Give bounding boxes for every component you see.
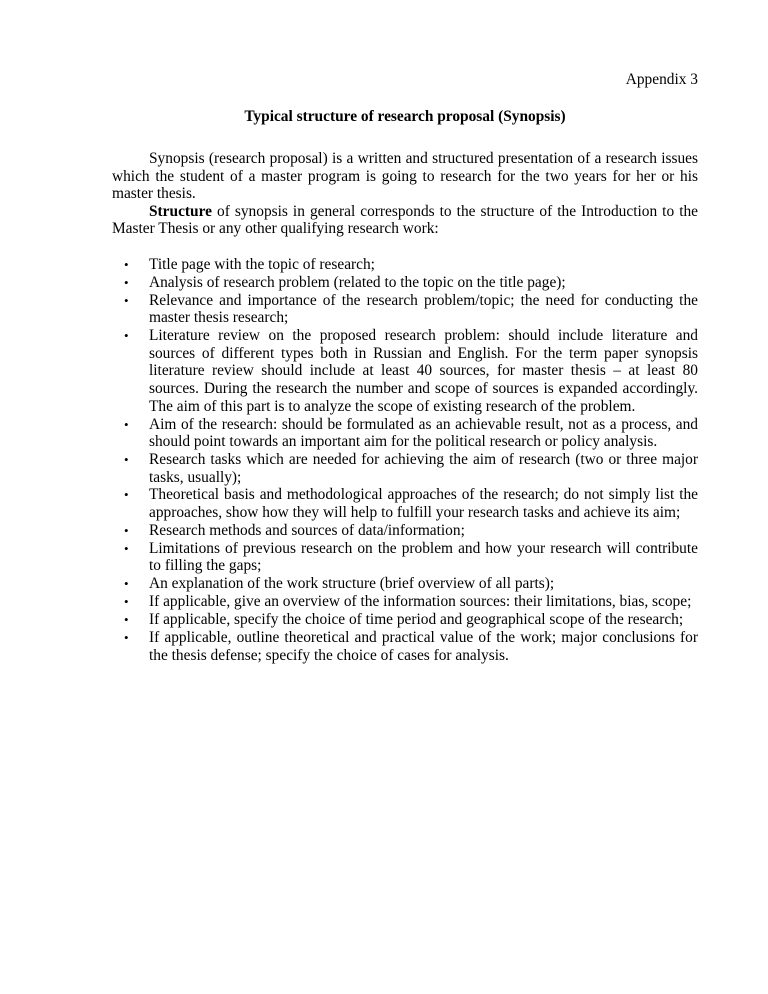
list-item-text: Limitations of previous research on the problem and how your research will contribute to filling the gaps;: [149, 539, 698, 575]
list-item-text: If applicable, give an overview of the information sources: their limitations, bias, scope;: [149, 593, 692, 611]
bullet-icon: •: [124, 487, 129, 503]
list-item-text: Title page with the topic of research;: [149, 255, 375, 273]
list-item: [112, 522, 698, 540]
list-item: [112, 256, 698, 274]
list-item: [112, 327, 698, 415]
structure-keyword: Structure: [149, 202, 212, 220]
list-item-text: If applicable, outline theoretical and practical value of the work; major conclusions for the thesis defense; specify the choice of cases for analysis.: [149, 629, 698, 664]
list-item: [112, 416, 698, 451]
list-item: [112, 611, 698, 629]
list-item: [112, 274, 698, 292]
bullet-icon: •: [124, 451, 129, 467]
bullet-icon: •: [124, 522, 129, 538]
list-item-text: Research tasks which are needed for achieving the aim of research (two or three major tasks, usually);: [149, 450, 698, 486]
list-item-text: Analysis of research problem (related to the topic on the title page);: [149, 273, 566, 291]
bullet-icon: •: [124, 274, 129, 290]
bullet-icon: •: [124, 612, 129, 628]
list-item: [112, 629, 698, 664]
bullet-icon: •: [124, 576, 129, 592]
structure-paragraph: [112, 203, 698, 238]
list-item-text: Theoretical basis and methodological approaches of the research; do not simply list the approaches, show how they will help to fulfill your research tasks and achieve its aim;: [149, 486, 698, 522]
intro-paragraph: Synopsis (research proposal) is a written and structured presentation of a research issues which the student of a master program is going to research for the two years for her or his master thesis.: [112, 150, 698, 203]
structure-text: of synopsis in general corresponds to the structure of the Introduction to the Master Thesis or any other qualifying research work:: [112, 202, 698, 238]
list-item: [112, 451, 698, 486]
structure-list: [112, 256, 698, 664]
bullet-icon: •: [124, 594, 129, 610]
bullet-icon: •: [124, 292, 129, 308]
list-item: [112, 540, 698, 575]
list-item-text: Research methods and sources of data/information;: [149, 521, 465, 539]
list-item-text: If applicable, specify the choice of time period and geographical scope of the research;: [149, 611, 684, 629]
bullet-icon: •: [124, 630, 129, 645]
list-item: [112, 486, 698, 521]
bullet-icon: •: [124, 328, 129, 344]
document-body: [112, 150, 698, 664]
list-item: [112, 575, 698, 593]
list-item: [112, 292, 698, 327]
bullet-icon: •: [124, 540, 129, 556]
list-item-text: Literature review on the proposed research problem: should include literature and sources of different types both in Russian and English. For the term paper synopsis literature review should include at least 40 sources, for master thesis – at least 80 sources. During the research the number and scope of sources is expanded accordingly. The aim of this part is to analyze the scope of existing research of the problem.: [149, 327, 698, 415]
list-item-text: An explanation of the work structure (brief overview of all parts);: [149, 575, 555, 593]
appendix-label: Appendix 3: [625, 71, 698, 88]
bullet-icon: •: [124, 416, 129, 432]
list-item-text: Aim of the research: should be formulated as an achievable result, not as a process, and should point towards an important aim for the political research or policy analysis.: [149, 415, 698, 451]
list-item-text: Relevance and importance of the research problem/topic; the need for conducting the master thesis research;: [149, 291, 698, 327]
document-title: Typical structure of research proposal (Synopsis): [244, 108, 566, 125]
list-item: [112, 593, 698, 611]
bullet-icon: •: [124, 256, 129, 272]
